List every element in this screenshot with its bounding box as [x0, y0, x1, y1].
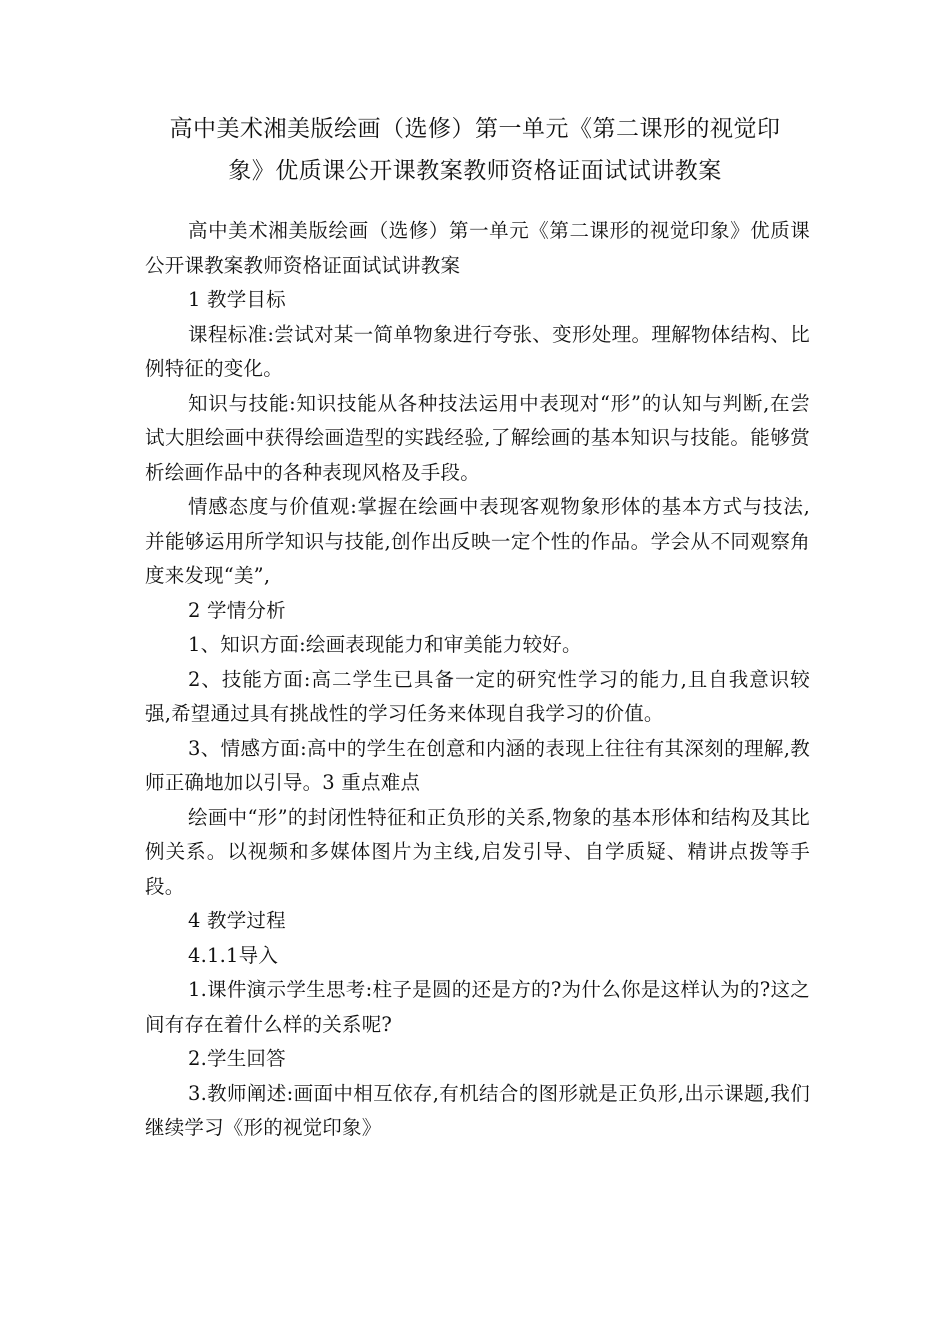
- section-heading: 1 教学目标: [188, 288, 286, 311]
- paragraph: 课程标准:尝试对某一简单物象进行夸张、变形处理。理解物体结构、比例特征的变化。: [145, 322, 810, 380]
- document-title: [130, 108, 820, 192]
- title-line-2: 象》优质课公开课教案教师资格证面试试讲教案: [228, 158, 722, 184]
- section-heading: 2 学情分析: [188, 598, 286, 622]
- document-body: [145, 214, 810, 1146]
- title-line-1: 高中美术湘美版绘画（选修）第一单元《第二课形的视觉印: [169, 116, 781, 142]
- paragraph: 3.教师阐述:画面中相互依存,有机结合的图形就是正负形,出示课题,我们继续学习《形的视觉印象》: [145, 1081, 810, 1139]
- paragraph: 2.学生回答: [188, 1047, 286, 1070]
- paragraph: 绘画中“形”的封闭性特征和正负形的关系,物象的基本形体和结构及其比例关系。以视频和多媒体图片为主线,启发引导、自学质疑、精讲点拨等手段。: [145, 805, 810, 898]
- paragraph: 2、技能方面:高二学生已具备一定的研究性学习的能力,且自我意识较强,希望通过具有挑战性的学习任务来体现自我学习的价值。: [145, 667, 810, 725]
- subsection-heading: 4.1.1导入: [188, 943, 279, 967]
- paragraph: 情感态度与价值观:掌握在绘画中表现客观物象形体的基本方式与技法,并能够运用所学知识与技能,创作出反映一定个性的作品。学会从不同观察角度来发现“美”,: [145, 495, 810, 587]
- paragraph: 3、情感方面:高中的学生在创意和内涵的表现上往往有其深刻的理解,教师正确地加以引导。3 重点难点: [145, 736, 810, 794]
- paragraph: 1.课件演示学生思考:柱子是圆的还是方的?为什么你是这样认为的?这之间有存在着什么样的关系呢?: [145, 978, 810, 1036]
- section-heading: 4 教学过程: [188, 909, 286, 932]
- paragraph: 1、知识方面:绘画表现能力和审美能力较好。: [188, 633, 582, 656]
- paragraph: 知识与技能:知识技能从各种技法运用中表现对“形”的认知与判断,在尝试大胆绘画中获得绘画造型的实践经验,了解绘画的基本知识与技能。能够赏析绘画作品中的各种表现风格及手段。: [145, 391, 810, 484]
- paragraph: 高中美术湘美版绘画（选修）第一单元《第二课形的视觉印象》优质课公开课教案教师资格证面试试讲教案: [145, 219, 810, 277]
